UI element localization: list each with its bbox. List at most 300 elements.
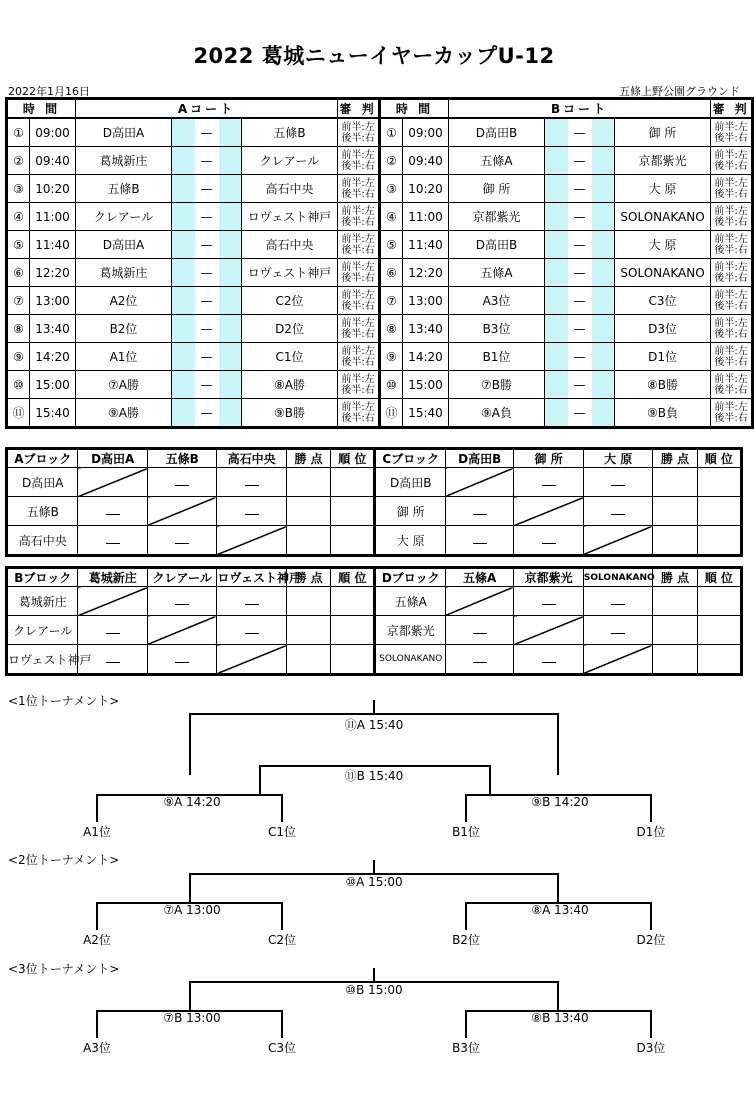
- home-team: 葛城新庄: [76, 147, 172, 175]
- self-match-cell: [514, 616, 583, 645]
- rank-cell: [331, 645, 375, 675]
- home-team: B2位: [76, 315, 172, 343]
- away-team: 五條B: [242, 118, 338, 147]
- block-table-a-c: [5, 447, 743, 557]
- away-team: 御 所: [615, 118, 711, 147]
- away-score: [219, 147, 242, 175]
- page-title: 2022 葛城ニューイヤーカップU-12: [193, 44, 555, 68]
- result-cell: [217, 497, 286, 526]
- home-score: [172, 287, 195, 315]
- away-score: [219, 343, 242, 371]
- home-score: [172, 399, 195, 428]
- match-row: [7, 287, 753, 315]
- block-team-row: 五條A: [375, 587, 445, 616]
- points-cell: [653, 468, 697, 497]
- referee-header-a: 審 判: [338, 99, 380, 119]
- away-team: D1位: [615, 343, 711, 371]
- result-cell: [217, 468, 286, 497]
- match-time: 14:20: [403, 343, 449, 371]
- match-time: 09:40: [30, 147, 76, 175]
- referee-cell: 前半:左 後半:右: [338, 203, 380, 231]
- score-separator: —: [195, 343, 219, 371]
- result-cell: [583, 616, 652, 645]
- away-team: 大 原: [615, 175, 711, 203]
- match-time: 14:20: [30, 343, 76, 371]
- event-date: 2022年1月16日: [8, 85, 90, 98]
- away-score: [592, 399, 615, 428]
- rank-header: 順 位: [697, 449, 741, 468]
- block-name: Bブロック: [7, 568, 78, 587]
- points-cell: [286, 587, 330, 616]
- match-number: ⑤: [7, 231, 30, 259]
- time-header-b: 時 間: [380, 99, 449, 119]
- match-time: 12:20: [30, 259, 76, 287]
- block-team-header: D高田A: [78, 449, 147, 468]
- rank-header: 順 位: [331, 449, 375, 468]
- self-match-cell: [514, 497, 583, 526]
- result-cell: [514, 468, 583, 497]
- match-time: 13:40: [30, 315, 76, 343]
- semi-left-match: ⑦B 13:00: [163, 1011, 221, 1025]
- home-score: [172, 203, 195, 231]
- score-separator: —: [568, 147, 592, 175]
- match-row: [7, 118, 753, 147]
- home-score: [172, 175, 195, 203]
- home-score: [545, 371, 568, 399]
- home-score: [545, 399, 568, 428]
- away-score: [592, 315, 615, 343]
- result-cell: [445, 497, 513, 526]
- score-separator: —: [195, 147, 219, 175]
- score-separator: —: [568, 371, 592, 399]
- match-number: ⑩: [380, 371, 403, 399]
- away-team: 大 原: [615, 231, 711, 259]
- score-separator: —: [568, 259, 592, 287]
- score-separator: —: [568, 287, 592, 315]
- rank-header: 順 位: [331, 568, 375, 587]
- score-separator: —: [195, 203, 219, 231]
- referee-header-b: 審 判: [711, 99, 753, 119]
- self-match-cell: [147, 616, 216, 645]
- points-cell: [286, 526, 330, 556]
- rank-cell: [697, 497, 741, 526]
- referee-cell: 前半:左 後半:右: [711, 203, 753, 231]
- away-team: C2位: [242, 287, 338, 315]
- rank-cell: [697, 645, 741, 675]
- match-number: ⑪: [380, 399, 403, 428]
- away-team: 高石中央: [242, 175, 338, 203]
- home-team: ⑦A勝: [76, 371, 172, 399]
- match-number: ③: [380, 175, 403, 203]
- self-match-cell: [217, 526, 286, 556]
- rank-cell: [697, 468, 741, 497]
- match-number: ②: [7, 147, 30, 175]
- final-match: ⑩A 15:00: [345, 875, 403, 889]
- home-score: [172, 259, 195, 287]
- home-team: クレアール: [76, 203, 172, 231]
- match-number: ⑨: [7, 343, 30, 371]
- result-cell: [445, 616, 513, 645]
- block-team-row: クレアール: [7, 616, 78, 645]
- block-team-header: 五條B: [147, 449, 216, 468]
- block-team-row: 五條B: [7, 497, 78, 526]
- block-table-b-d: [5, 566, 743, 676]
- self-match-cell: [445, 468, 513, 497]
- home-team: A2位: [76, 287, 172, 315]
- home-team: D高田B: [449, 118, 545, 147]
- home-score: [545, 118, 568, 147]
- block-team-row: 高石中央: [7, 526, 78, 556]
- home-team: B3位: [449, 315, 545, 343]
- home-team: B1位: [449, 343, 545, 371]
- seed: A1位: [83, 825, 111, 839]
- referee-cell: 前半:左 後半:右: [338, 259, 380, 287]
- result-cell: [147, 526, 216, 556]
- referee-cell: 前半:左 後半:右: [338, 231, 380, 259]
- home-score: [172, 118, 195, 147]
- seed: A2位: [83, 933, 111, 947]
- match-number: ⑩: [7, 371, 30, 399]
- block-team-header: 御 所: [514, 449, 583, 468]
- result-cell: [78, 526, 147, 556]
- seed: C3位: [267, 1041, 297, 1055]
- self-match-cell: [583, 645, 652, 675]
- seed: A3位: [83, 1041, 111, 1055]
- points-header: 勝 点: [286, 449, 330, 468]
- away-team: SOLONAKANO: [615, 203, 711, 231]
- match-number: ②: [380, 147, 403, 175]
- away-score: [592, 203, 615, 231]
- referee-cell: 前半:左 後半:右: [711, 147, 753, 175]
- away-team: 高石中央: [242, 231, 338, 259]
- home-team: ⑨A勝: [76, 399, 172, 428]
- score-separator: —: [195, 315, 219, 343]
- self-match-cell: [78, 587, 147, 616]
- tournament-2-bracket: [0, 860, 748, 930]
- match-row: [7, 175, 753, 203]
- match-time: 13:00: [30, 287, 76, 315]
- result-cell: [78, 616, 147, 645]
- score-separator: —: [568, 315, 592, 343]
- block-team-header: D高田B: [445, 449, 513, 468]
- result-cell: [583, 468, 652, 497]
- match-time: 11:00: [30, 203, 76, 231]
- result-cell: [583, 497, 652, 526]
- away-score: [592, 147, 615, 175]
- final-match: ⑩B 15:00: [345, 983, 403, 997]
- block-name: Dブロック: [375, 568, 445, 587]
- away-score: [592, 231, 615, 259]
- referee-cell: 前半:左 後半:右: [338, 287, 380, 315]
- self-match-cell: [583, 526, 652, 556]
- rank-header: 順 位: [697, 568, 741, 587]
- home-score: [545, 175, 568, 203]
- semi-right-match: ⑧B 13:40: [531, 1011, 589, 1025]
- final-match: ⑪A 15:40: [344, 718, 404, 732]
- points-cell: [653, 645, 697, 675]
- match-row: [7, 231, 753, 259]
- result-cell: [147, 468, 216, 497]
- time-header-a: 時 間: [7, 99, 76, 119]
- points-cell: [286, 616, 330, 645]
- points-cell: [653, 497, 697, 526]
- rank-cell: [697, 587, 741, 616]
- match-number: ④: [380, 203, 403, 231]
- self-match-cell: [147, 497, 216, 526]
- result-cell: [217, 616, 286, 645]
- block-team-row: D高田A: [7, 468, 78, 497]
- block-team-header: 葛城新庄: [78, 568, 147, 587]
- event-venue: 五條上野公園グラウンド: [619, 85, 740, 98]
- home-score: [545, 287, 568, 315]
- score-separator: —: [195, 399, 219, 428]
- home-score: [172, 147, 195, 175]
- away-team: ⑧B勝: [615, 371, 711, 399]
- court-a-header: Aコート: [76, 99, 338, 119]
- seed: B3位: [452, 1041, 480, 1055]
- away-team: ⑧A勝: [242, 371, 338, 399]
- home-score: [172, 371, 195, 399]
- away-score: [592, 343, 615, 371]
- seed: D3位: [636, 1041, 666, 1055]
- match-time: 10:20: [30, 175, 76, 203]
- away-team: C3位: [615, 287, 711, 315]
- referee-cell: 前半:左 後半:右: [711, 287, 753, 315]
- home-team: A3位: [449, 287, 545, 315]
- block-team-header: ロヴェスト神戸: [217, 568, 286, 587]
- away-score: [219, 118, 242, 147]
- points-cell: [286, 497, 330, 526]
- match-number: ⑦: [380, 287, 403, 315]
- referee-cell: 前半:左 後半:右: [338, 147, 380, 175]
- away-team: C1位: [242, 343, 338, 371]
- away-team: ロヴェスト神戸: [242, 203, 338, 231]
- match-number: ③: [7, 175, 30, 203]
- semi-left-match: ⑦A 13:00: [163, 903, 221, 917]
- away-score: [219, 203, 242, 231]
- away-team: 京都紫光: [615, 147, 711, 175]
- away-score: [592, 175, 615, 203]
- block-team-header: 高石中央: [217, 449, 286, 468]
- match-time: 15:40: [30, 399, 76, 428]
- match-number: ④: [7, 203, 30, 231]
- match-row: [7, 203, 753, 231]
- match-number: ⑪: [7, 399, 30, 428]
- block-team-row: D高田B: [375, 468, 445, 497]
- self-match-cell: [217, 645, 286, 675]
- block-team-header: 大 原: [583, 449, 652, 468]
- away-team: D3位: [615, 315, 711, 343]
- referee-cell: 前半:左 後半:右: [711, 175, 753, 203]
- match-time: 11:40: [30, 231, 76, 259]
- score-separator: —: [568, 175, 592, 203]
- away-score: [592, 118, 615, 147]
- result-cell: [147, 587, 216, 616]
- away-score: [592, 287, 615, 315]
- match-number: ⑨: [380, 343, 403, 371]
- score-separator: —: [195, 118, 219, 147]
- points-header: 勝 点: [286, 568, 330, 587]
- result-cell: [147, 645, 216, 675]
- referee-cell: 前半:左 後半:右: [711, 399, 753, 428]
- score-separator: —: [195, 175, 219, 203]
- match-time: 09:00: [30, 118, 76, 147]
- referee-cell: 前半:左 後半:右: [711, 118, 753, 147]
- points-cell: [286, 468, 330, 497]
- match-schedule-table: [5, 97, 754, 429]
- match-number: ⑤: [380, 231, 403, 259]
- score-separator: —: [568, 399, 592, 428]
- self-match-cell: [445, 587, 513, 616]
- score-separator: —: [195, 231, 219, 259]
- away-score: [219, 231, 242, 259]
- tournament-1-label: <1位トーナメント>: [8, 694, 120, 708]
- points-header: 勝 点: [653, 449, 697, 468]
- score-separator: —: [568, 231, 592, 259]
- score-separator: —: [195, 371, 219, 399]
- away-team: SOLONAKANO: [615, 259, 711, 287]
- third-place-match: ⑪B 15:40: [344, 769, 404, 783]
- home-team: 京都紫光: [449, 203, 545, 231]
- referee-cell: 前半:左 後半:右: [338, 175, 380, 203]
- points-cell: [653, 526, 697, 556]
- away-score: [219, 371, 242, 399]
- match-time: 10:20: [403, 175, 449, 203]
- points-cell: [653, 616, 697, 645]
- match-row: [7, 315, 753, 343]
- referee-cell: 前半:左 後半:右: [338, 118, 380, 147]
- home-team: D高田A: [76, 231, 172, 259]
- score-separator: —: [568, 118, 592, 147]
- seed: D1位: [636, 825, 666, 839]
- referee-cell: 前半:左 後半:右: [711, 315, 753, 343]
- rank-cell: [331, 468, 375, 497]
- result-cell: [445, 645, 513, 675]
- points-cell: [286, 645, 330, 675]
- match-time: 11:00: [403, 203, 449, 231]
- block-team-header: 京都紫光: [514, 568, 583, 587]
- block-team-row: 大 原: [375, 526, 445, 556]
- match-row: [7, 371, 753, 399]
- rank-cell: [331, 616, 375, 645]
- rank-cell: [331, 526, 375, 556]
- semi-right-match: ⑨B 14:20: [531, 795, 589, 809]
- score-separator: —: [195, 287, 219, 315]
- referee-cell: 前半:左 後半:右: [711, 371, 753, 399]
- rank-cell: [331, 587, 375, 616]
- home-team: 五條A: [449, 259, 545, 287]
- match-row: [7, 259, 753, 287]
- match-number: ①: [380, 118, 403, 147]
- away-team: ロヴェスト神戸: [242, 259, 338, 287]
- tournament-2-label: <2位トーナメント>: [8, 853, 120, 867]
- away-score: [592, 371, 615, 399]
- points-header: 勝 点: [653, 568, 697, 587]
- result-cell: [217, 587, 286, 616]
- seed: B2位: [452, 933, 480, 947]
- match-time: 15:00: [30, 371, 76, 399]
- match-time: 13:40: [403, 315, 449, 343]
- home-score: [172, 231, 195, 259]
- away-team: ⑨B勝: [242, 399, 338, 428]
- match-row: [7, 343, 753, 371]
- away-team: クレアール: [242, 147, 338, 175]
- home-team: ⑦B勝: [449, 371, 545, 399]
- match-time: 09:40: [403, 147, 449, 175]
- result-cell: [514, 645, 583, 675]
- points-cell: [653, 587, 697, 616]
- away-score: [219, 259, 242, 287]
- semi-right-match: ⑧A 13:40: [531, 903, 589, 917]
- away-score: [219, 175, 242, 203]
- referee-cell: 前半:左 後半:右: [711, 343, 753, 371]
- away-score: [219, 287, 242, 315]
- match-time: 09:00: [403, 118, 449, 147]
- score-separator: —: [568, 203, 592, 231]
- block-team-row: ロヴェスト神戸: [7, 645, 78, 675]
- match-number: ⑥: [7, 259, 30, 287]
- seed: C1位: [267, 825, 297, 839]
- rank-cell: [331, 497, 375, 526]
- match-row: [7, 147, 753, 175]
- score-separator: —: [195, 259, 219, 287]
- referee-cell: 前半:左 後半:右: [338, 371, 380, 399]
- block-team-header: クレアール: [147, 568, 216, 587]
- away-team: D2位: [242, 315, 338, 343]
- home-team: 五條B: [76, 175, 172, 203]
- result-cell: [78, 497, 147, 526]
- referee-cell: 前半:左 後半:右: [711, 231, 753, 259]
- referee-cell: 前半:左 後半:右: [338, 399, 380, 428]
- home-team: D高田B: [449, 231, 545, 259]
- block-team-row: 葛城新庄: [7, 587, 78, 616]
- home-team: ⑨A負: [449, 399, 545, 428]
- referee-cell: 前半:左 後半:右: [711, 259, 753, 287]
- match-time: 15:40: [403, 399, 449, 428]
- match-time: 13:00: [403, 287, 449, 315]
- block-team-row: 御 所: [375, 497, 445, 526]
- seed: C2位: [267, 933, 297, 947]
- result-cell: [445, 526, 513, 556]
- home-team: A1位: [76, 343, 172, 371]
- match-number: ⑦: [7, 287, 30, 315]
- block-team-row: SOLONAKANO: [375, 645, 445, 675]
- match-number: ⑧: [380, 315, 403, 343]
- home-score: [545, 203, 568, 231]
- home-team: D高田A: [76, 118, 172, 147]
- home-score: [545, 147, 568, 175]
- match-number: ⑧: [7, 315, 30, 343]
- referee-cell: 前半:左 後半:右: [338, 343, 380, 371]
- home-score: [545, 259, 568, 287]
- tournament-3-bracket: [0, 968, 748, 1038]
- match-time: 12:20: [403, 259, 449, 287]
- home-team: 葛城新庄: [76, 259, 172, 287]
- block-name: Aブロック: [7, 449, 78, 468]
- home-score: [172, 315, 195, 343]
- match-number: ①: [7, 118, 30, 147]
- semi-left-match: ⑨A 14:20: [163, 795, 221, 809]
- away-score: [219, 399, 242, 428]
- score-separator: —: [568, 343, 592, 371]
- home-team: 五條A: [449, 147, 545, 175]
- home-score: [545, 315, 568, 343]
- rank-cell: [697, 616, 741, 645]
- result-cell: [514, 526, 583, 556]
- court-b-header: Bコート: [449, 99, 711, 119]
- match-row: [7, 399, 753, 428]
- home-score: [545, 231, 568, 259]
